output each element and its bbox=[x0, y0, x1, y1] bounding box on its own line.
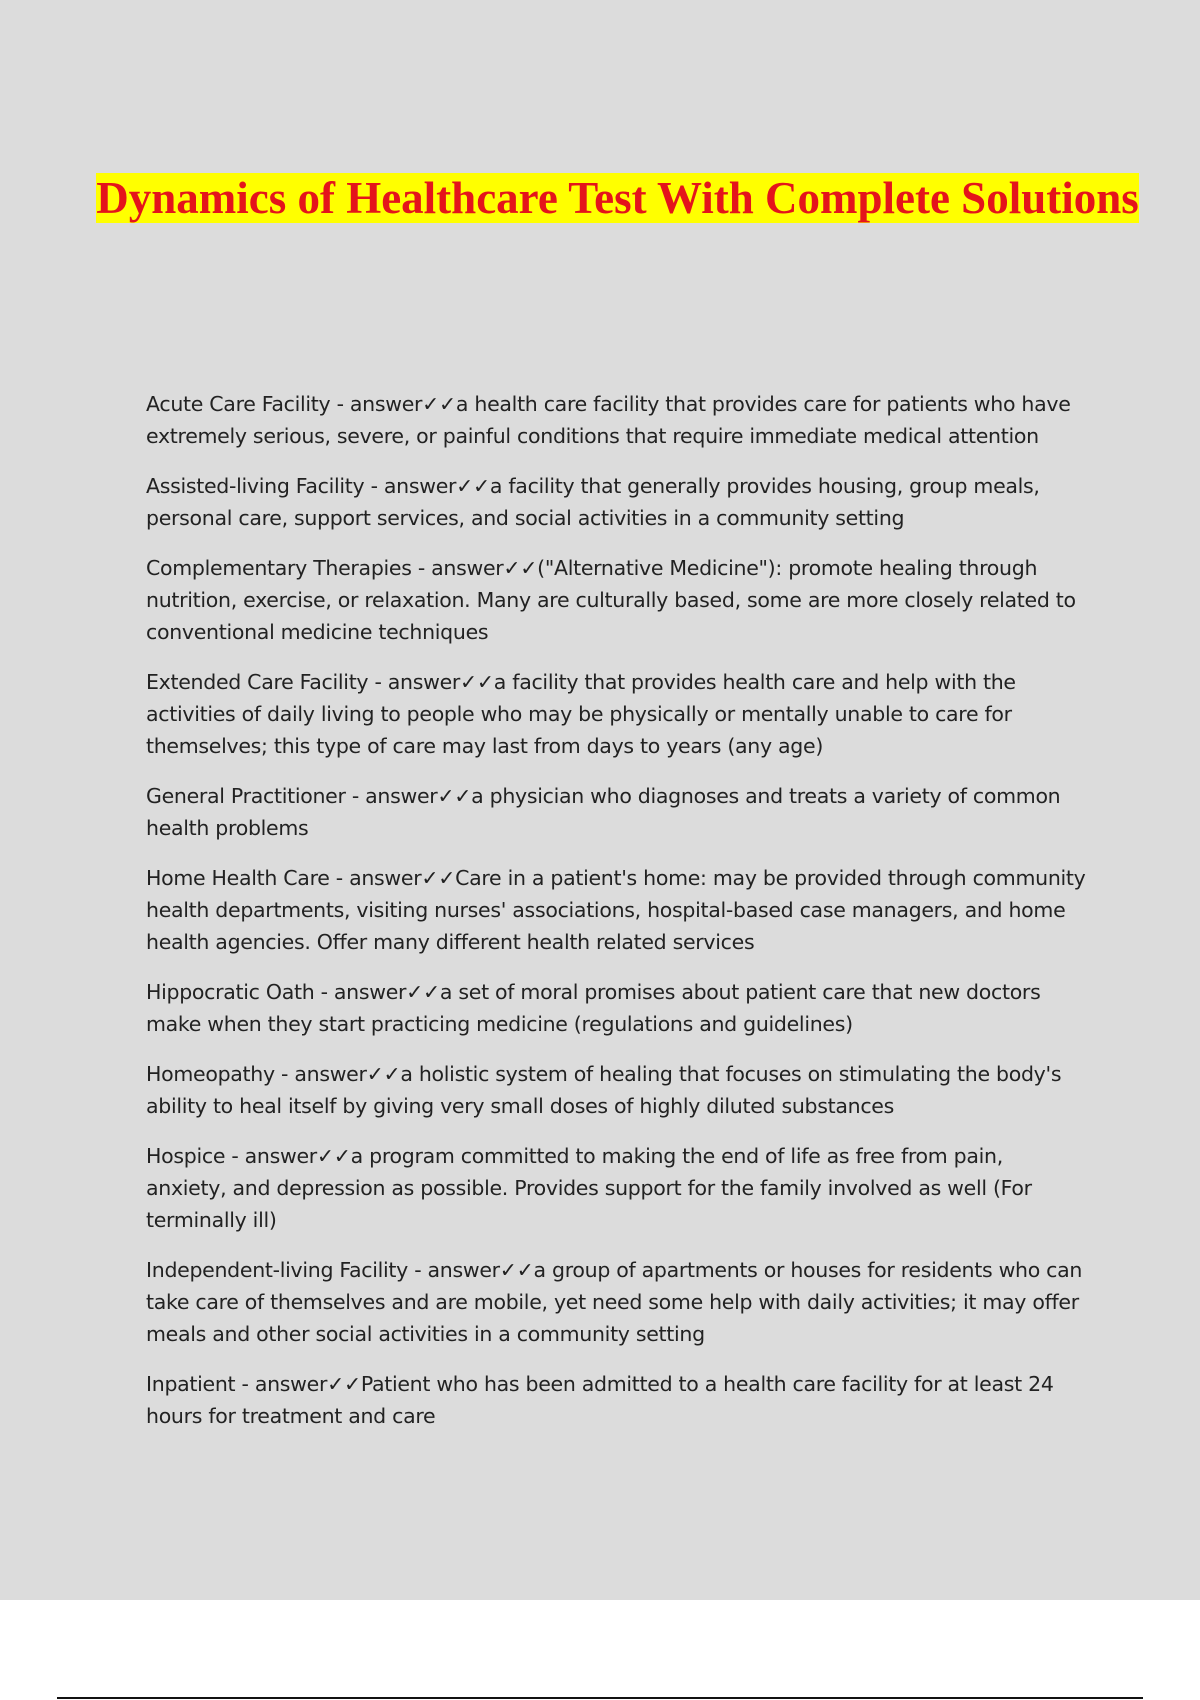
glossary-entry bbox=[146, 470, 1086, 534]
glossary-entry bbox=[146, 1058, 1086, 1122]
entry-answer-marker: - answer✓✓ bbox=[235, 1372, 361, 1396]
entry-term: Hippocratic Oath bbox=[146, 980, 315, 1004]
entry-definition: a facility that provides health care and help with the activities of daily living to people who may be physically or mentally unable to care for themselves; this type of care may last from days to years (any age) bbox=[146, 670, 1016, 758]
glossary-entry bbox=[146, 1254, 1086, 1350]
entry-definition: a set of moral promises about patient care that new doctors make when they start practicing medicine (regulations and guidelines) bbox=[146, 980, 1041, 1036]
entry-answer-marker: - answer✓✓ bbox=[225, 1144, 351, 1168]
glossary-list bbox=[146, 388, 1086, 1450]
entry-definition: ("Alternative Medicine"): promote healing through nutrition, exercise, or relaxation. Many are culturally based, some are more closely related to conventional medicine techniques bbox=[146, 556, 1076, 644]
footer-divider bbox=[57, 1697, 1143, 1699]
entry-definition: a physician who diagnoses and treats a variety of common health problems bbox=[146, 784, 1061, 840]
entry-term: Acute Care Facility bbox=[146, 392, 331, 416]
entry-answer-marker: - answer✓✓ bbox=[345, 784, 472, 808]
entry-definition: a health care facility that provides care for patients who have extremely serious, severe, or painful conditions that require immediate medical attention bbox=[146, 392, 1071, 448]
entry-definition: Care in a patient's home: may be provided through community health departments, visiting nurses' associations, hospital-based case managers, and home health agencies. Offer many different health related services bbox=[146, 866, 1086, 954]
entry-answer-marker: - answer✓✓ bbox=[411, 556, 538, 580]
entry-term: Complementary Therapies bbox=[146, 556, 412, 580]
glossary-entry bbox=[146, 780, 1086, 844]
glossary-entry bbox=[146, 666, 1086, 762]
entry-definition: a holistic system of healing that focuses on stimulating the body's ability to heal itself by giving very small doses of highly diluted substances bbox=[146, 1062, 1062, 1118]
glossary-entry bbox=[146, 552, 1086, 648]
entry-term: Independent-living Facility bbox=[146, 1258, 408, 1282]
entry-term: General Practitioner bbox=[146, 784, 346, 808]
glossary-entry bbox=[146, 1368, 1086, 1432]
entry-answer-marker: - answer✓✓ bbox=[314, 980, 440, 1004]
entry-definition: a group of apartments or houses for residents who can take care of themselves and are mobile, yet need some help with daily activities; it may offer meals and other social activities in a community setting bbox=[146, 1258, 1083, 1346]
entry-answer-marker: - answer✓✓ bbox=[368, 670, 494, 694]
title-highlight: Dynamics of Healthcare Test With Complete Solutions bbox=[96, 173, 1139, 223]
entry-definition: a program committed to making the end of life as free from pain, anxiety, and depression as possible. Provides support for the family involved as well (For terminally ill) bbox=[146, 1144, 1032, 1232]
entry-answer-marker: - answer✓✓ bbox=[364, 474, 490, 498]
entry-definition: Patient who has been admitted to a health care facility for at least 24 hours for treatment and care bbox=[146, 1372, 1054, 1428]
entry-answer-marker: - answer✓✓ bbox=[330, 392, 456, 416]
entry-term: Homeopathy bbox=[146, 1062, 275, 1086]
glossary-entry bbox=[146, 1140, 1086, 1236]
glossary-entry bbox=[146, 862, 1086, 958]
glossary-entry bbox=[146, 388, 1086, 452]
entry-term: Assisted-living Facility bbox=[146, 474, 365, 498]
entry-definition: a facility that generally provides housing, group meals, personal care, support services, and social activities in a community setting bbox=[146, 474, 1040, 530]
entry-term: Extended Care Facility bbox=[146, 670, 369, 694]
entry-answer-marker: - answer✓✓ bbox=[329, 866, 456, 890]
entry-term: Home Health Care bbox=[146, 866, 330, 890]
entry-answer-marker: - answer✓✓ bbox=[274, 1062, 401, 1086]
entry-term: Hospice bbox=[146, 1144, 226, 1168]
entry-term: Inpatient bbox=[146, 1372, 236, 1396]
glossary-entry bbox=[146, 976, 1086, 1040]
document-title bbox=[60, 168, 1175, 228]
entry-answer-marker: - answer✓✓ bbox=[407, 1258, 534, 1282]
